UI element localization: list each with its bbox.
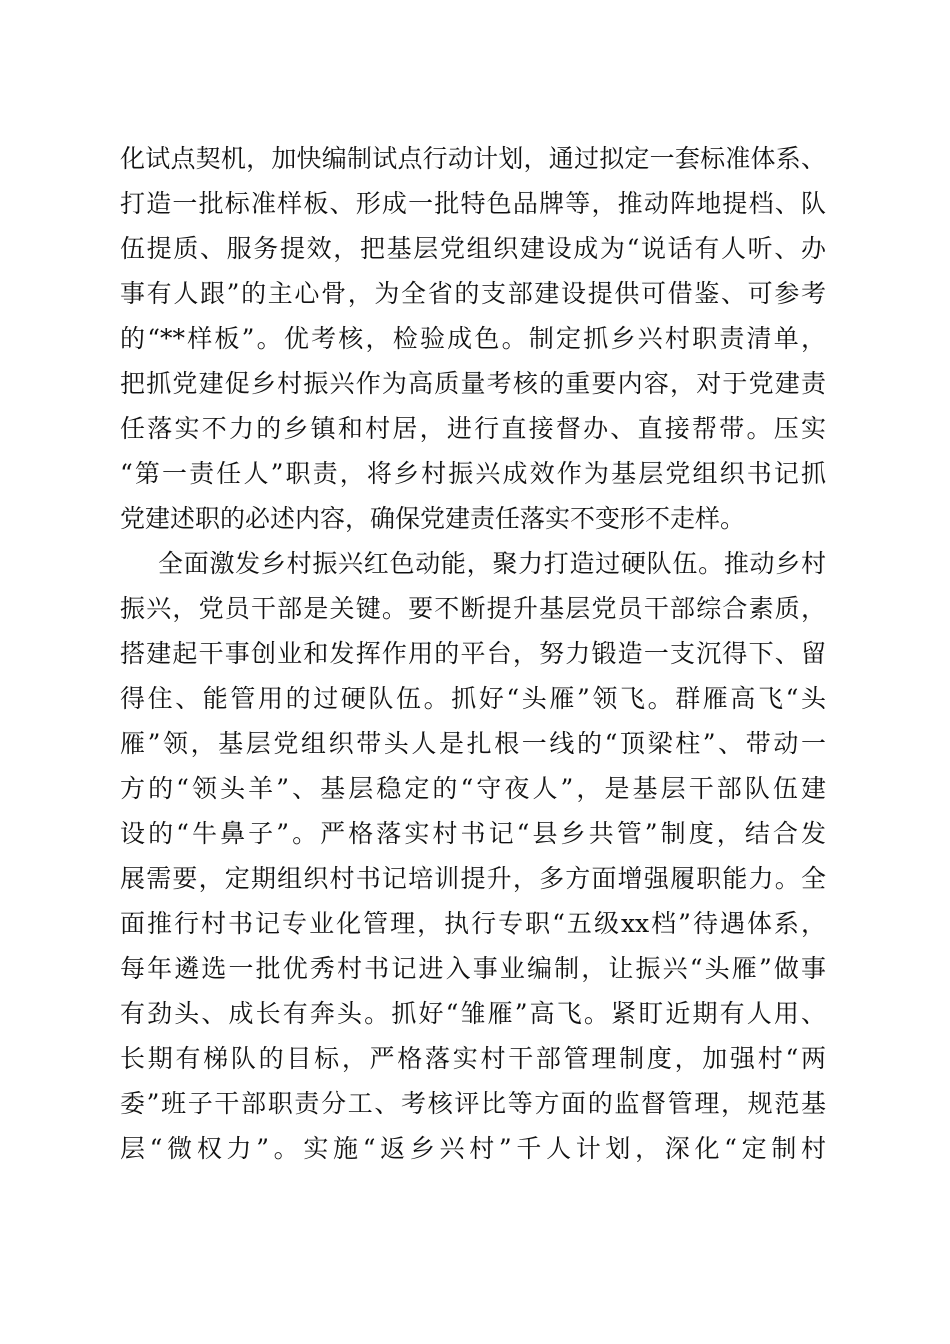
text-line: 把抓党建促乡村振兴作为高质量考核的重要内容，对于党建责	[120, 369, 826, 398]
text-line: 有劲头、成长有奔头。抓好“雏雁”高飞。紧盯近期有人用、	[120, 999, 826, 1028]
text-line: 化试点契机，加快编制试点行动计划，通过拟定一套标准体系、	[120, 144, 826, 173]
text-line: 任落实不力的乡镇和村居，进行直接督办、直接帮带。压实	[120, 414, 826, 443]
paragraph-1	[120, 136, 826, 541]
text-line: 层“微权力”。实施“返乡兴村”千人计划，深化“定制村	[120, 1134, 826, 1163]
text-line: 雁”领，基层党组织带头人是扎根一线的“顶梁柱”、带动一	[120, 729, 826, 758]
text-line: 搭建起干事创业和发挥作用的平台，努力锻造一支沉得下、留	[120, 639, 826, 668]
text-line: 委”班子干部职责分工、考核评比等方面的监督管理，规范基	[120, 1089, 826, 1118]
text-line: 伍提质、服务提效，把基层党组织建设成为“说话有人听、办	[120, 234, 826, 263]
text-line: 振兴，党员干部是关键。要不断提升基层党员干部综合素质，	[120, 594, 826, 623]
text-line: 长期有梯队的目标，严格落实村干部管理制度，加强村“两	[120, 1044, 826, 1073]
text-line: 得住、能管用的过硬队伍。抓好“头雁”领飞。群雁高飞“头	[120, 684, 826, 713]
text-line: 设的“牛鼻子”。严格落实村书记“县乡共管”制度，结合发	[120, 819, 826, 848]
text-line: 展需要，定期组织村书记培训提升，多方面增强履职能力。全	[120, 864, 826, 893]
text-line: 全面激发乡村振兴红色动能，聚力打造过硬队伍。推动乡村	[158, 549, 826, 578]
text-line: 方的“领头羊”、基层稳定的“守夜人”，是基层干部队伍建	[120, 774, 826, 803]
text-line: 每年遴选一批优秀村书记进入事业编制，让振兴“头雁”做事	[120, 954, 826, 983]
text-line: 事有人跟”的主心骨，为全省的支部建设提供可借鉴、可参考	[120, 279, 826, 308]
paragraph-2	[120, 541, 826, 1171]
text-line: 党建述职的必述内容，确保党建责任落实不变形不走样。	[120, 504, 746, 533]
text-line: 面推行村书记专业化管理，执行专职“五级xx档”待遇体系，	[120, 909, 826, 938]
text-line: “第一责任人”职责，将乡村振兴成效作为基层党组织书记抓	[120, 459, 826, 488]
body-text	[120, 136, 826, 1171]
text-line: 打造一批标准样板、形成一批特色品牌等，推动阵地提档、队	[120, 189, 826, 218]
text-line: 的“**样板”。优考核，检验成色。制定抓乡兴村职责清单，	[120, 324, 826, 353]
